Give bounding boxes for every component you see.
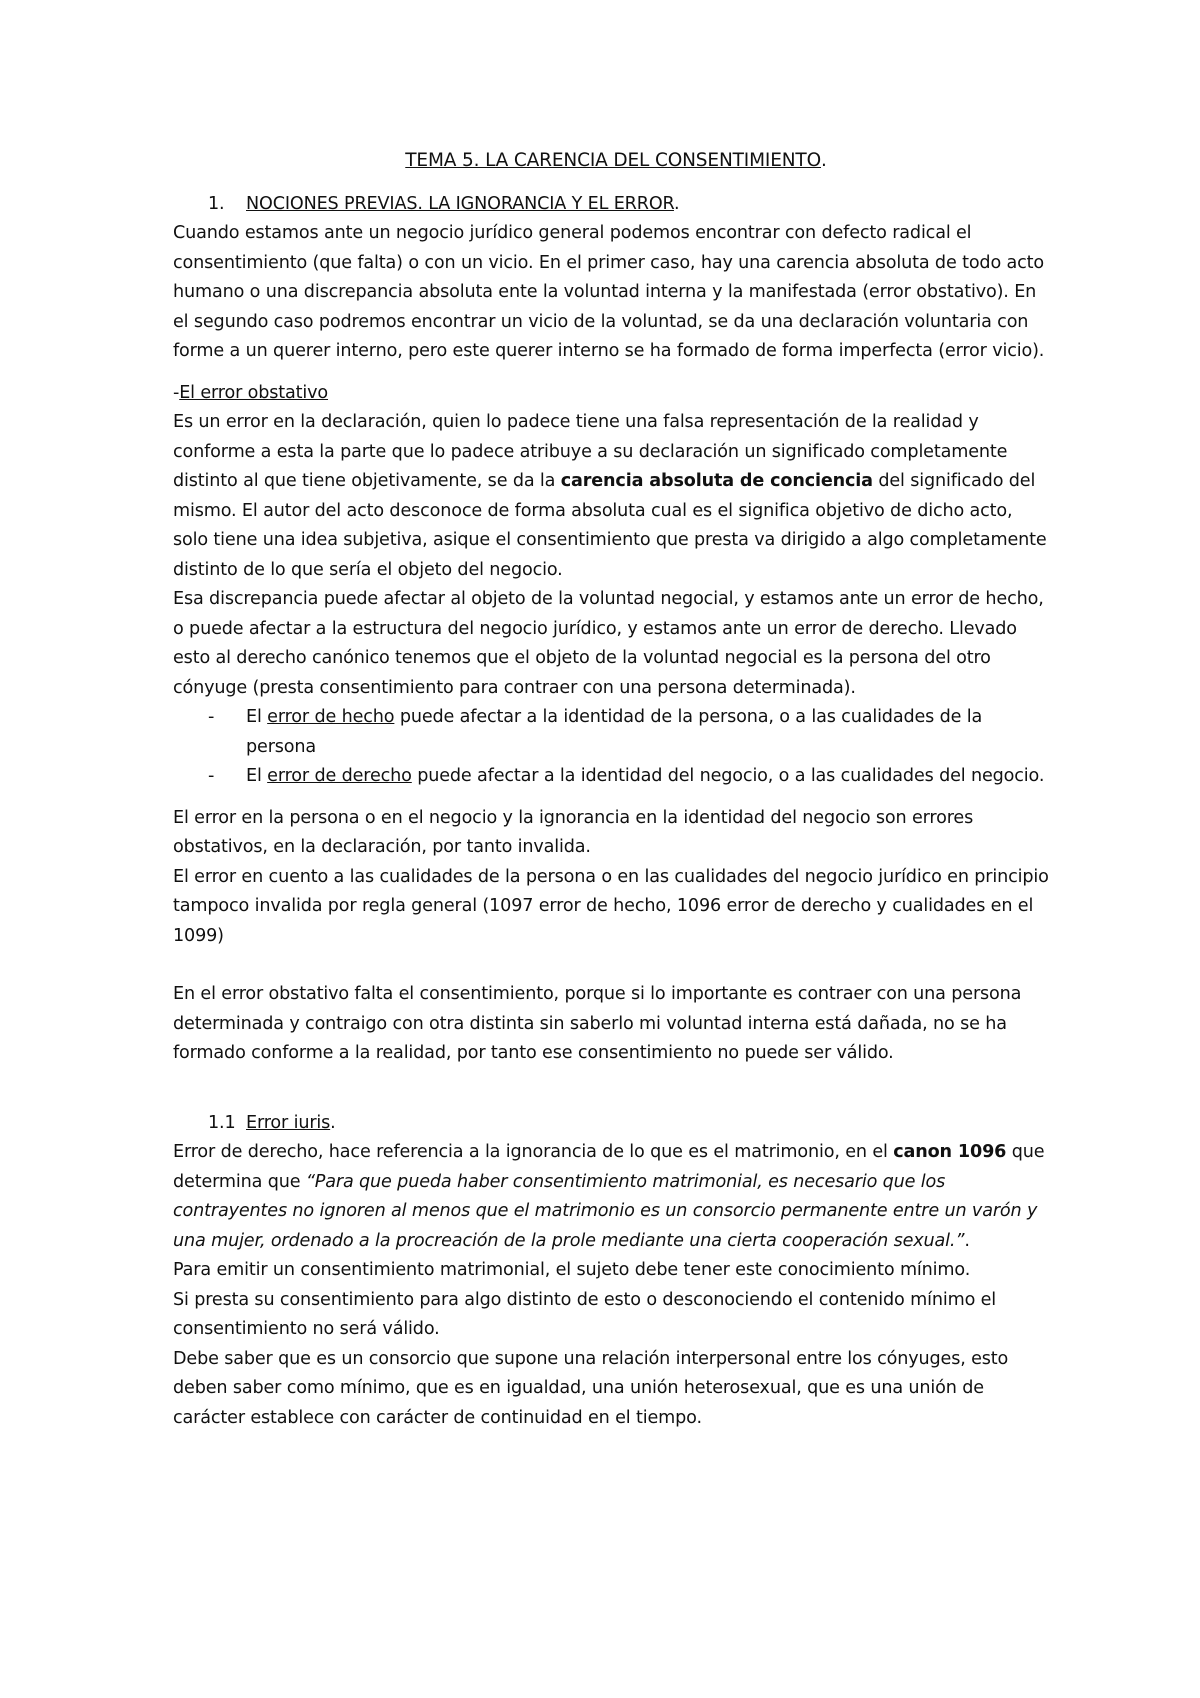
section-1-1-title-period: .: [330, 1112, 336, 1133]
page-title: [173, 146, 1049, 176]
error-types-list: [173, 703, 1049, 792]
iuris-p1-a: Error de derecho, hace referencia a la ignorancia de lo que es el matrimonio, en el: [173, 1142, 894, 1162]
canon-quote: “Para que pueda haber consentimiento matrimonial, es necesario que los contrayentes no ignoren al menos que el matrimonio es un consorcio permanente entre un varón y una mujer, ordenado a la procreación de la prole mediante una cierta cooperación sexual.”: [173, 1171, 1038, 1251]
error-iuris-paragraph-3: Si presta su consentimiento para algo distinto de esto o desconociendo el contenido mínimo el consentimiento no será válido.: [173, 1289, 997, 1339]
obstativo-paragraph-5: En el error obstativo falta el consentimiento, porque si lo importante es contraer con una persona determinada y contraigo con otra distinta sin saberlo mi voluntad interna está dañada, no se ha formado conforme a la realidad, por tanto ese consentimiento no puede ser válido.: [173, 984, 1022, 1063]
list-dash: -: [208, 766, 215, 786]
list-item-pre: El: [246, 707, 268, 727]
obstativo-paragraph-1: [173, 408, 1049, 585]
iuris-p1-bold: canon 1096: [893, 1142, 1007, 1162]
title-period: .: [821, 150, 827, 171]
obstativo-p1-a: Es un error en la declaración, quien lo padece tiene una falsa representación de la realidad y conforme a esta la parte que lo padece atribuye a su declaración un significado completamente distinto al que tiene objetivamente, se da la: [173, 412, 1008, 491]
section-1-1-title: Error iuris: [246, 1112, 331, 1133]
error-iuris-paragraph-1: [173, 1138, 1049, 1256]
obstativo-heading: [173, 379, 1049, 409]
obstativo-p1-bold: carencia absoluta de conciencia: [560, 471, 873, 491]
section-1-1-number: 1.1: [208, 1112, 236, 1133]
obstativo-heading-text: El error obstativo: [179, 382, 329, 403]
section-1-heading: [173, 190, 1049, 220]
list-item: [173, 703, 1049, 762]
section-1-title-period: .: [673, 193, 680, 214]
list-item-pre: El: [246, 766, 268, 786]
list-item-post: puede afectar a la identidad del negocio, o a las cualidades del negocio.: [411, 766, 1045, 786]
section-1-title: NOCIONES PREVIAS. LA IGNORANCIA Y EL ERROR: [246, 193, 674, 214]
iuris-p1-end: .: [964, 1230, 970, 1251]
error-iuris-paragraph-2: Para emitir un consentimiento matrimonial, el sujeto debe tener este conocimiento mínimo.: [173, 1260, 971, 1280]
list-dash: -: [208, 707, 215, 727]
obstativo-heading-prefix: -: [173, 382, 180, 403]
list-item: [173, 762, 1049, 792]
error-iuris-paragraph-4: Debe saber que es un consorcio que supone una relación interpersonal entre los cónyuges, esto deben saber como mínimo, que es en igualdad, una unión heterosexual, que es una unión de carácter establece con carácter de continuidad en el tiempo.: [173, 1348, 1009, 1428]
list-item-post: puede afectar a la identidad de la persona, o a las cualidades de la persona: [246, 707, 983, 757]
section-1-intro: Cuando estamos ante un negocio jurídico general podemos encontrar con defecto radical el consentimiento (que falta) o con un vicio. En el primer caso, hay una carencia absoluta de todo acto humano o una discrepancia absoluta ente la voluntad interna y la manifestada (error obstativo). En el segundo caso podremos encontrar un vicio de la voluntad, se da una declaración voluntaria con forme a un querer interno, pero este querer interno se ha formado de forma imperfecta (error vicio).: [173, 223, 1045, 361]
list-item-term: error de hecho: [267, 707, 395, 727]
obstativo-paragraph-3: El error en la persona o en el negocio y la ignorancia en la identidad del negocio son errores obstativos, en la declaración, por tanto invalida.: [173, 807, 974, 857]
iuris-p1-b: que determina que: [173, 1142, 1045, 1192]
obstativo-paragraph-4: El error en cuento a las cualidades de la persona o en las cualidades del negocio jurídico en principio tampoco invalida por regla general (1097 error de hecho, 1096 error de derecho y cualidades en el 1099): [173, 866, 1049, 946]
section-1-number: 1.: [208, 193, 225, 214]
title-text: TEMA 5. LA CARENCIA DEL CONSENTIMIENTO: [405, 150, 821, 171]
obstativo-paragraph-2: Esa discrepancia puede afectar al objeto de la voluntad negocial, y estamos ante un error de hecho, o puede afectar a la estructura del negocio jurídico, y estamos ante un error de derecho. Llevado esto al derecho canónico tenemos que el objeto de la voluntad negocial es la persona del otro cónyuge (presta consentimiento para contraer con una persona determinada).: [173, 589, 1044, 698]
document-body: [173, 146, 1049, 1433]
list-item-term: error de derecho: [267, 766, 412, 786]
section-1-1-heading: [173, 1109, 1049, 1139]
obstativo-p1-b: del significado del mismo. El autor del acto desconoce de forma absoluta cual es el significa objetivo de dicho acto, solo tiene una idea subjetiva, asique el consentimiento que presta va dirigido a algo completamente distinto de lo que sería el objeto del negocio.: [173, 471, 1047, 580]
